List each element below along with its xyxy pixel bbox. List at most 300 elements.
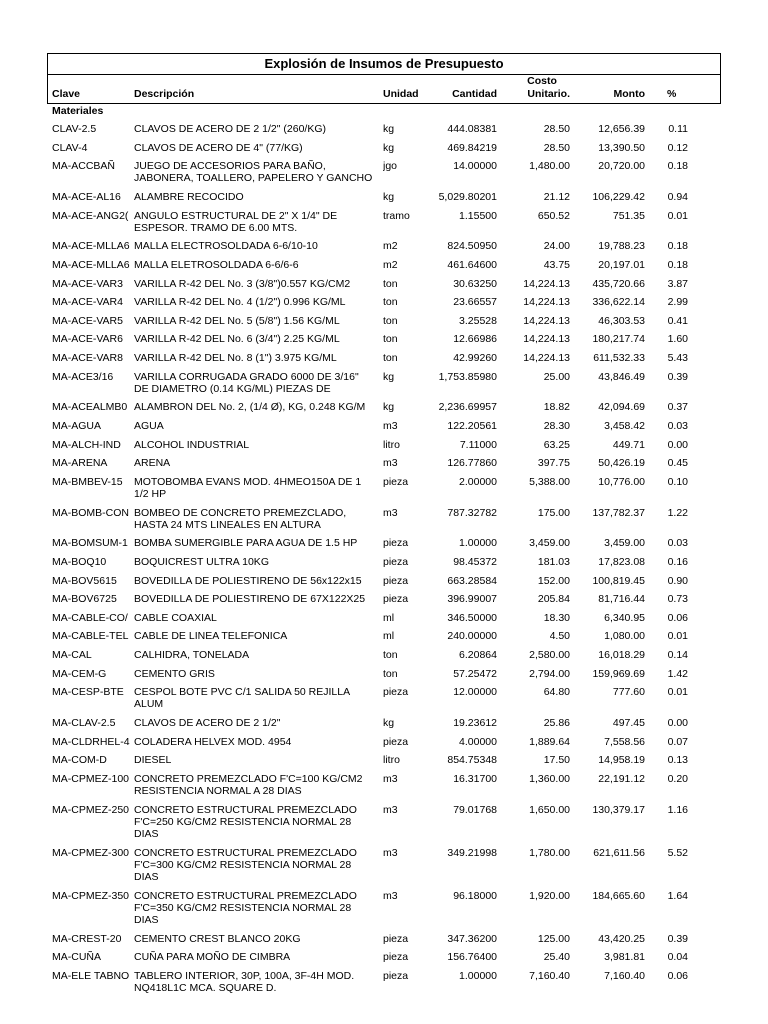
cell-costo-unitario: 1,920.00 bbox=[529, 889, 570, 902]
cell-unidad: kg bbox=[383, 141, 395, 154]
cell-porcentaje: 1.64 bbox=[667, 889, 688, 902]
cell-monto: 3,981.81 bbox=[604, 951, 645, 964]
cell-costo-unitario: 17.50 bbox=[543, 754, 570, 767]
cell-porcentaje: 0.94 bbox=[667, 191, 688, 203]
cell-monto: 180,217.74 bbox=[592, 333, 645, 346]
descripcion-line: CESPOL BOTE PVC C/1 SALIDA 50 REJILLA bbox=[134, 686, 351, 699]
cell-monto: 81,716.44 bbox=[598, 593, 645, 606]
cell-costo-unitario: 397.75 bbox=[537, 457, 570, 470]
cell-monto: 137,782.37 bbox=[592, 506, 645, 519]
descripcion-line: F'C=350 KG/CM2 RESISTENCIA NORMAL 28 bbox=[134, 901, 352, 914]
descripcion-line: CLAVOS DE ACERO DE 4" (77/KG) bbox=[134, 141, 303, 154]
cell-descripcion bbox=[134, 575, 374, 587]
cell-cantidad: 12.00000 bbox=[453, 686, 497, 699]
cell-clave: MA-ACE-AL16 bbox=[52, 191, 121, 203]
descripcion-line: CEMENTO GRIS bbox=[134, 667, 215, 680]
descripcion-line: BOMBEO DE CONCRETO PREMEZCLADO, bbox=[134, 506, 347, 519]
cell-costo-unitario: 28.50 bbox=[543, 141, 570, 154]
cell-cantidad: 346.50000 bbox=[447, 611, 497, 624]
cell-cantidad: 1.00000 bbox=[459, 969, 497, 982]
cell-clave: MA-ACE3/16 bbox=[52, 370, 114, 383]
cell-descripcion bbox=[134, 439, 374, 451]
cell-descripcion bbox=[134, 736, 374, 748]
cell-clave: MA-ARENA bbox=[52, 457, 108, 470]
cell-unidad: jgo bbox=[383, 160, 398, 173]
cell-unidad: litro bbox=[383, 754, 400, 767]
cell-monto: 100,819.45 bbox=[592, 574, 645, 587]
cell-monto: 7,160.40 bbox=[604, 969, 645, 982]
cell-descripcion bbox=[134, 970, 374, 994]
cell-cantidad: 156.76400 bbox=[447, 951, 497, 964]
cell-costo-unitario: 63.25 bbox=[543, 438, 570, 451]
cell-descripcion bbox=[134, 278, 374, 290]
descripcion-line: ESPESOR. TRAMO DE 6.00 MTS. bbox=[134, 221, 298, 234]
cell-descripcion bbox=[134, 210, 374, 234]
cell-porcentaje: 1.22 bbox=[667, 506, 688, 519]
cell-clave: MA-ACCBAÑ bbox=[52, 160, 116, 173]
cell-monto: 106,229.42 bbox=[592, 191, 645, 203]
cell-costo-unitario: 18.82 bbox=[543, 401, 570, 414]
cell-clave: MA-ACEALMB0 bbox=[52, 401, 128, 414]
descripcion-line: 1/2 HP bbox=[134, 487, 167, 500]
cell-descripcion bbox=[134, 142, 374, 154]
descripcion-line: CEMENTO CREST BLANCO 20KG bbox=[134, 932, 301, 945]
cell-costo-unitario: 25.86 bbox=[543, 717, 570, 729]
cell-monto: 159,969.69 bbox=[592, 667, 645, 680]
cell-clave: MA-CABLE-TEL bbox=[52, 630, 129, 643]
cell-porcentaje: 0.03 bbox=[667, 537, 688, 550]
cell-porcentaje: 0.37 bbox=[667, 401, 688, 414]
cell-porcentaje: 5.43 bbox=[667, 352, 688, 364]
cell-monto: 184,665.60 bbox=[592, 889, 645, 902]
descripcion-line: JABONERA, TOALLERO, PAPELERO Y GANCHO bbox=[134, 172, 373, 185]
cell-descripcion bbox=[134, 754, 374, 766]
cell-unidad: pieza bbox=[383, 969, 409, 982]
cell-costo-unitario: 43.75 bbox=[543, 259, 570, 271]
cell-costo-unitario: 14,224.13 bbox=[523, 314, 570, 327]
cell-clave: MA-ACE-VAR5 bbox=[52, 314, 123, 327]
cell-descripcion bbox=[134, 630, 374, 642]
cell-clave: MA-AGUA bbox=[52, 420, 102, 432]
cell-clave: MA-ACE-VAR3 bbox=[52, 277, 123, 290]
cell-costo-unitario: 21.12 bbox=[543, 191, 570, 203]
cell-monto: 130,379.17 bbox=[592, 803, 645, 816]
descripcion-line: DIAS bbox=[134, 827, 159, 840]
cell-costo-unitario: 1,780.00 bbox=[529, 846, 570, 859]
cell-cantidad: 663.28584 bbox=[447, 574, 497, 587]
cell-clave: MA-BOMB-CON bbox=[52, 506, 129, 519]
header-descripcion: Descripción bbox=[134, 88, 195, 100]
cell-costo-unitario: 152.00 bbox=[537, 574, 570, 587]
cell-cantidad: 2.00000 bbox=[459, 475, 497, 488]
cell-cantidad: 240.00000 bbox=[447, 630, 497, 643]
cell-porcentaje: 0.90 bbox=[667, 574, 688, 587]
cell-monto: 22,191.12 bbox=[598, 772, 645, 785]
cell-clave: MA-CPMEZ-300 bbox=[52, 846, 130, 859]
cell-descripcion bbox=[134, 420, 374, 432]
cell-monto: 336,622.14 bbox=[592, 296, 645, 309]
cell-costo-unitario: 14,224.13 bbox=[523, 277, 570, 290]
cell-descripcion bbox=[134, 890, 374, 926]
cell-monto: 19,788.23 bbox=[598, 240, 645, 253]
section-label: Materiales bbox=[52, 105, 104, 117]
cell-monto: 621,611.56 bbox=[593, 846, 645, 859]
cell-cantidad: 30.63250 bbox=[453, 277, 497, 290]
cell-costo-unitario: 175.00 bbox=[537, 506, 570, 519]
descripcion-line: CUÑA PARA MOÑO DE CIMBRA bbox=[134, 951, 291, 964]
cell-descripcion bbox=[134, 507, 374, 531]
header-costo-line2: Unitario. bbox=[527, 88, 570, 100]
cell-monto: 12,656.39 bbox=[598, 123, 645, 135]
cell-porcentaje: 1.16 bbox=[667, 803, 688, 816]
cell-monto: 435,720.66 bbox=[592, 277, 645, 290]
cell-monto: 1,080.00 bbox=[604, 630, 645, 643]
descripcion-line: VARILLA R-42 DEL No. 8 (1") 3.975 KG/ML bbox=[134, 352, 337, 364]
cell-costo-unitario: 1,360.00 bbox=[529, 772, 570, 785]
cell-porcentaje: 0.03 bbox=[667, 420, 688, 432]
cell-unidad: ton bbox=[383, 277, 398, 290]
cell-unidad: pieza bbox=[383, 932, 409, 945]
cell-porcentaje: 0.04 bbox=[667, 951, 688, 964]
cell-cantidad: 6.20864 bbox=[459, 649, 497, 661]
descripcion-line: CABLE COAXIAL bbox=[134, 611, 217, 624]
descripcion-line: VARILLA R-42 DEL No. 6 (3/4") 2.25 KG/ML bbox=[134, 333, 340, 346]
cell-clave: MA-CAL bbox=[52, 649, 92, 661]
cell-clave: MA-CLDRHEL-4 bbox=[52, 735, 130, 748]
descripcion-line: MALLA ELETROSOLDADA 6-6/6-6 bbox=[134, 259, 299, 271]
cell-clave: MA-ACE-VAR4 bbox=[52, 296, 123, 309]
cell-descripcion bbox=[134, 612, 374, 624]
cell-costo-unitario: 4.50 bbox=[549, 630, 570, 643]
cell-porcentaje: 0.07 bbox=[667, 735, 688, 748]
cell-unidad: pieza bbox=[383, 735, 409, 748]
cell-costo-unitario: 25.00 bbox=[543, 370, 570, 383]
descripcion-line: VARILLA CORRUGADA GRADO 6000 DE 3/16" bbox=[134, 370, 359, 383]
cell-porcentaje: 0.06 bbox=[667, 969, 688, 982]
cell-monto: 46,303.53 bbox=[598, 314, 645, 327]
cell-porcentaje: 0.18 bbox=[667, 240, 688, 253]
cell-unidad: ton bbox=[383, 649, 398, 661]
cell-monto: 43,420.25 bbox=[598, 932, 645, 945]
cell-unidad: pieza bbox=[383, 951, 409, 964]
header-unidad: Unidad bbox=[383, 88, 419, 100]
cell-cantidad: 23.66557 bbox=[453, 296, 497, 309]
header-pct: % bbox=[667, 88, 677, 100]
cell-clave: MA-ELE TABNO bbox=[52, 969, 130, 982]
descripcion-line: COLADERA HELVEX MOD. 4954 bbox=[134, 735, 292, 748]
cell-porcentaje: 0.11 bbox=[668, 123, 688, 135]
cell-cantidad: 98.45372 bbox=[453, 556, 497, 568]
descripcion-line: HASTA 24 MTS LINEALES EN ALTURA bbox=[134, 518, 321, 531]
cell-costo-unitario: 1,650.00 bbox=[529, 803, 570, 816]
cell-porcentaje: 0.13 bbox=[667, 754, 688, 767]
cell-unidad: m3 bbox=[383, 420, 398, 432]
cell-clave: MA-CPMEZ-250 bbox=[52, 803, 130, 816]
cell-clave: MA-CPMEZ-100 bbox=[52, 772, 130, 785]
descripcion-line: ALCOHOL INDUSTRIAL bbox=[134, 438, 250, 451]
cell-descripcion bbox=[134, 804, 374, 840]
cell-descripcion bbox=[134, 593, 374, 605]
cell-clave: MA-ACE-VAR8 bbox=[52, 352, 123, 364]
cell-unidad: kg bbox=[383, 717, 395, 729]
cell-unidad: m3 bbox=[383, 846, 398, 859]
cell-monto: 16,018.29 bbox=[598, 649, 645, 661]
descripcion-line: CONCRETO PREMEZCLADO F'C=100 KG/CM2 bbox=[134, 772, 363, 785]
cell-costo-unitario: 18.30 bbox=[543, 611, 570, 624]
cell-clave: MA-ACE-VAR6 bbox=[52, 333, 123, 346]
cell-clave: MA-CPMEZ-350 bbox=[52, 889, 130, 902]
descripcion-line: CLAVOS DE ACERO DE 2 1/2" bbox=[134, 717, 281, 729]
cell-porcentaje: 0.00 bbox=[667, 438, 688, 451]
cell-monto: 777.60 bbox=[612, 686, 645, 699]
descripcion-line: VARILLA R-42 DEL No. 3 (3/8")0.557 KG/CM2 bbox=[134, 277, 351, 290]
cell-clave: MA-BOQ10 bbox=[52, 556, 107, 568]
cell-cantidad: 16.31700 bbox=[453, 772, 497, 785]
cell-cantidad: 1.15500 bbox=[459, 209, 497, 222]
cell-porcentaje: 0.14 bbox=[667, 649, 688, 661]
descripcion-line: CABLE DE LINEA TELEFONICA bbox=[134, 630, 288, 643]
cell-cantidad: 349.21998 bbox=[447, 846, 497, 859]
cell-porcentaje: 0.18 bbox=[667, 160, 688, 173]
cell-costo-unitario: 28.30 bbox=[543, 420, 570, 432]
cell-costo-unitario: 7,160.40 bbox=[529, 969, 570, 982]
cell-descripcion bbox=[134, 951, 374, 963]
cell-costo-unitario: 650.52 bbox=[537, 209, 570, 222]
cell-porcentaje: 0.39 bbox=[667, 370, 688, 383]
cell-cantidad: 1,753.85980 bbox=[438, 370, 497, 383]
cell-porcentaje: 2.99 bbox=[667, 296, 688, 309]
cell-cantidad: 126.77860 bbox=[447, 457, 497, 470]
cell-unidad: litro bbox=[383, 438, 400, 451]
cell-porcentaje: 0.20 bbox=[667, 772, 688, 785]
descripcion-line: CONCRETO ESTRUCTURAL PREMEZCLADO bbox=[134, 803, 357, 816]
cell-unidad: ton bbox=[383, 296, 398, 309]
descripcion-line: NQ418L1C MCA. SQUARE D. bbox=[134, 981, 277, 994]
descripcion-line: CLAVOS DE ACERO DE 2 1/2" (260/KG) bbox=[134, 123, 327, 135]
cell-unidad: pieza bbox=[383, 475, 409, 488]
descripcion-line: BOQUICREST ULTRA 10KG bbox=[134, 556, 269, 568]
report-title: Explosión de Insumos de Presupuesto bbox=[48, 54, 720, 75]
cell-monto: 43,846.49 bbox=[598, 370, 645, 383]
cell-clave: MA-CREST-20 bbox=[52, 932, 122, 945]
header-clave: Clave bbox=[52, 88, 81, 100]
cell-monto: 751.35 bbox=[612, 209, 645, 222]
cell-unidad: ml bbox=[383, 611, 395, 624]
cell-descripcion bbox=[134, 259, 374, 271]
cell-porcentaje: 0.73 bbox=[667, 593, 688, 606]
descripcion-line: MALLA ELECTROSOLDADA 6-6/10-10 bbox=[134, 240, 318, 253]
cell-descripcion bbox=[134, 933, 374, 945]
cell-descripcion bbox=[134, 123, 374, 135]
cell-costo-unitario: 28.50 bbox=[543, 123, 570, 135]
cell-porcentaje: 0.01 bbox=[667, 630, 688, 643]
cell-cantidad: 7.11000 bbox=[459, 438, 497, 451]
cell-descripcion bbox=[134, 160, 374, 184]
cell-clave: MA-BMBEV-15 bbox=[52, 475, 123, 488]
cell-unidad: m3 bbox=[383, 889, 398, 902]
cell-unidad: pieza bbox=[383, 556, 409, 568]
cell-monto: 611,532.33 bbox=[593, 352, 645, 364]
cell-descripcion bbox=[134, 191, 374, 203]
cell-clave: MA-CABLE-CO/ bbox=[52, 611, 128, 624]
cell-cantidad: 96.18000 bbox=[453, 889, 497, 902]
cell-porcentaje: 5.52 bbox=[667, 846, 688, 859]
cell-clave: CLAV-4 bbox=[52, 141, 88, 154]
cell-unidad: m3 bbox=[383, 803, 398, 816]
cell-costo-unitario: 1,889.64 bbox=[529, 735, 570, 748]
descripcion-line: AGUA bbox=[134, 420, 164, 432]
cell-porcentaje: 0.18 bbox=[667, 259, 688, 271]
cell-porcentaje: 1.60 bbox=[667, 333, 688, 346]
cell-descripcion bbox=[134, 296, 374, 308]
cell-porcentaje: 1.42 bbox=[667, 667, 688, 680]
cell-porcentaje: 0.45 bbox=[667, 457, 688, 470]
cell-cantidad: 4.00000 bbox=[459, 735, 497, 748]
cell-unidad: ton bbox=[383, 333, 398, 346]
cell-monto: 50,426.19 bbox=[598, 457, 645, 470]
cell-cantidad: 3.25528 bbox=[459, 314, 497, 327]
cell-unidad: pieza bbox=[383, 686, 409, 699]
cell-unidad: kg bbox=[383, 370, 395, 383]
cell-costo-unitario: 2,580.00 bbox=[529, 649, 570, 661]
cell-descripcion bbox=[134, 352, 374, 364]
descripcion-line: CONCRETO ESTRUCTURAL PREMEZCLADO bbox=[134, 846, 357, 859]
cell-costo-unitario: 14,224.13 bbox=[523, 333, 570, 346]
cell-costo-unitario: 205.84 bbox=[537, 593, 570, 606]
cell-descripcion bbox=[134, 315, 374, 327]
cell-unidad: kg bbox=[383, 123, 395, 135]
cell-porcentaje: 0.10 bbox=[667, 475, 688, 488]
cell-cantidad: 1.00000 bbox=[459, 537, 497, 550]
cell-monto: 20,197.01 bbox=[598, 259, 645, 271]
cell-descripcion bbox=[134, 476, 374, 500]
cell-cantidad: 57.25472 bbox=[453, 667, 497, 680]
descripcion-line: TABLERO INTERIOR, 30P, 100A, 3F-4H MOD. bbox=[134, 969, 355, 982]
cell-clave: MA-COM-D bbox=[52, 754, 107, 767]
cell-cantidad: 396.99007 bbox=[447, 593, 497, 606]
descripcion-line: CALHIDRA, TONELADA bbox=[134, 649, 250, 661]
descripcion-line: ALAMBRE RECOCIDO bbox=[134, 191, 244, 203]
cell-clave: MA-ACE-MLLA6 bbox=[52, 240, 130, 253]
cell-costo-unitario: 64.80 bbox=[543, 686, 570, 699]
cell-descripcion bbox=[134, 240, 374, 252]
cell-cantidad: 854.75348 bbox=[447, 754, 497, 767]
cell-descripcion bbox=[134, 537, 374, 549]
descripcion-line: BOMBA SUMERGIBLE PARA AGUA DE 1.5 HP bbox=[134, 537, 358, 550]
descripcion-line: BOVEDILLA DE POLIESTIRENO DE 56x122x15 bbox=[134, 574, 362, 587]
cell-porcentaje: 0.39 bbox=[667, 932, 688, 945]
descripcion-line: ARENA bbox=[134, 457, 171, 470]
cell-porcentaje: 0.41 bbox=[667, 314, 688, 327]
cell-descripcion bbox=[134, 401, 374, 413]
cell-unidad: m3 bbox=[383, 506, 398, 519]
cell-monto: 20,720.00 bbox=[598, 160, 645, 173]
cell-unidad: ton bbox=[383, 352, 398, 364]
descripcion-line: CONCRETO ESTRUCTURAL PREMEZCLADO bbox=[134, 889, 357, 902]
cell-unidad: pieza bbox=[383, 593, 409, 606]
cell-descripcion bbox=[134, 717, 374, 729]
cell-costo-unitario: 14,224.13 bbox=[523, 296, 570, 309]
cell-costo-unitario: 1,480.00 bbox=[529, 160, 570, 173]
cell-monto: 7,558.56 bbox=[604, 735, 645, 748]
cell-unidad: m3 bbox=[383, 457, 398, 470]
cell-cantidad: 824.50950 bbox=[447, 240, 497, 253]
cell-costo-unitario: 5,388.00 bbox=[529, 475, 570, 488]
cell-porcentaje: 0.01 bbox=[667, 686, 688, 699]
cell-unidad: kg bbox=[383, 191, 395, 203]
cell-porcentaje: 0.01 bbox=[667, 209, 688, 222]
cell-clave: MA-ACE-ANG2( bbox=[52, 209, 129, 222]
cell-costo-unitario: 25.40 bbox=[543, 951, 570, 964]
descripcion-line: ANGULO ESTRUCTURAL DE 2" X 1/4" DE bbox=[134, 209, 338, 222]
cell-cantidad: 12.66986 bbox=[453, 333, 497, 346]
cell-unidad: pieza bbox=[383, 574, 409, 587]
cell-unidad: ton bbox=[383, 314, 398, 327]
descripcion-line: JUEGO DE ACCESORIOS PARA BAÑO, bbox=[134, 160, 326, 173]
cell-clave: MA-CLAV-2.5 bbox=[52, 717, 116, 729]
cell-clave: MA-CUÑA bbox=[52, 951, 101, 964]
cell-unidad: m2 bbox=[383, 240, 398, 253]
descripcion-line: BOVEDILLA DE POLIESTIRENO DE 67X122X25 bbox=[134, 593, 366, 606]
descripcion-line: VARILLA R-42 DEL No. 4 (1/2") 0.996 KG/ML bbox=[134, 296, 346, 309]
cell-clave: MA-ACE-MLLA6 bbox=[52, 259, 130, 271]
cell-unidad: kg bbox=[383, 401, 395, 414]
cell-porcentaje: 0.16 bbox=[667, 556, 688, 568]
cell-clave: MA-BOV5615 bbox=[52, 574, 117, 587]
cell-unidad: m2 bbox=[383, 259, 398, 271]
cell-costo-unitario: 181.03 bbox=[537, 556, 570, 568]
descripcion-line: VARILLA R-42 DEL No. 5 (5/8") 1.56 KG/ML bbox=[134, 314, 340, 327]
cell-clave: CLAV-2.5 bbox=[52, 123, 97, 135]
cell-unidad: ton bbox=[383, 667, 398, 680]
header-monto: Monto bbox=[613, 88, 645, 100]
cell-descripcion bbox=[134, 333, 374, 345]
cell-descripcion bbox=[134, 686, 374, 710]
descripcion-line: MOTOBOMBA EVANS MOD. 4HMEO150A DE 1 bbox=[134, 475, 362, 488]
cell-cantidad: 461.64600 bbox=[447, 259, 497, 271]
cell-cantidad: 787.32782 bbox=[447, 506, 497, 519]
cell-unidad: tramo bbox=[383, 209, 410, 222]
cell-costo-unitario: 14,224.13 bbox=[523, 352, 570, 364]
cell-descripcion bbox=[134, 847, 374, 883]
descripcion-line: RESISTENCIA NORMAL A 28 DIAS bbox=[134, 784, 302, 797]
cell-descripcion bbox=[134, 556, 374, 568]
descripcion-line: DE DIAMETRO (0.14 KG/ML) PIEZAS DE bbox=[134, 382, 331, 395]
cell-porcentaje: 0.00 bbox=[667, 717, 688, 729]
cell-descripcion bbox=[134, 668, 374, 680]
descripcion-line: ALAMBRON DEL No. 2, (1/4 Ø), KG, 0.248 KG/M bbox=[134, 401, 366, 414]
descripcion-line: DIAS bbox=[134, 870, 159, 883]
cell-cantidad: 14.00000 bbox=[453, 160, 497, 173]
header-cantidad: Cantidad bbox=[452, 88, 497, 100]
cell-cantidad: 2,236.69957 bbox=[438, 401, 497, 414]
descripcion-line: DIAS bbox=[134, 913, 159, 926]
cell-clave: MA-CEM-G bbox=[52, 667, 107, 680]
cell-clave: MA-BOMSUM-1 bbox=[52, 537, 128, 550]
cell-monto: 42,094.69 bbox=[598, 401, 645, 414]
descripcion-line: DIESEL bbox=[134, 754, 172, 767]
descripcion-line: F'C=250 KG/CM2 RESISTENCIA NORMAL 28 bbox=[134, 815, 352, 828]
cell-cantidad: 122.20561 bbox=[447, 420, 497, 432]
cell-descripcion bbox=[134, 457, 374, 469]
cell-clave: MA-ALCH-IND bbox=[52, 438, 121, 451]
cell-monto: 3,459.00 bbox=[604, 537, 645, 550]
cell-costo-unitario: 2,794.00 bbox=[529, 667, 570, 680]
cell-cantidad: 5,029.80201 bbox=[438, 191, 497, 203]
cell-cantidad: 42.99260 bbox=[453, 352, 497, 364]
header-costo-line1: Costo bbox=[527, 75, 557, 87]
cell-costo-unitario: 24.00 bbox=[543, 240, 570, 253]
